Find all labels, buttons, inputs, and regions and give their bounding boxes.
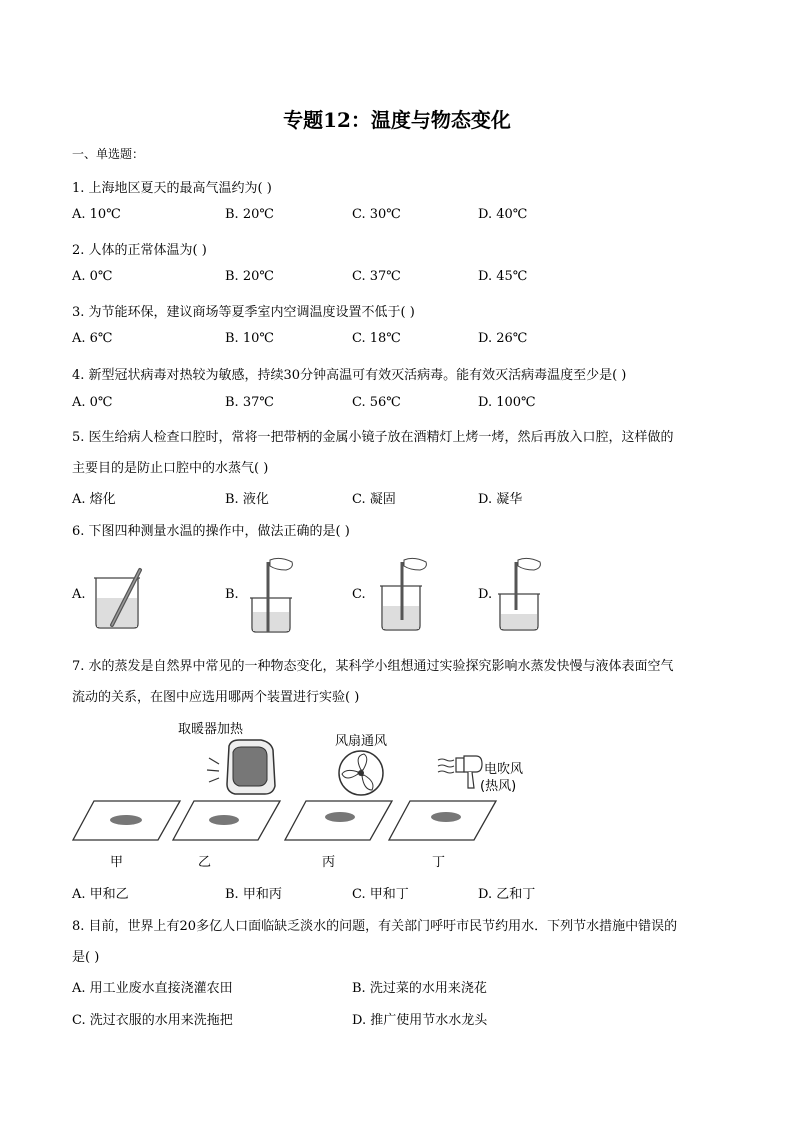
dryer-sublabel: (热风)	[480, 779, 517, 794]
q8-option-d[interactable]: D. 推广使用节水水龙头	[352, 1013, 488, 1028]
q8-option-b[interactable]: B. 洗过菜的水用来浇花	[352, 981, 487, 996]
q6-option-d[interactable]: D.	[478, 587, 493, 602]
q1-option-c[interactable]: C. 30℃	[352, 207, 401, 222]
panel-jia	[72, 800, 182, 842]
q1-option-a[interactable]: A. 10℃	[72, 207, 121, 222]
q5-option-b[interactable]: B. 液化	[225, 492, 269, 507]
question-7-stem-cont: 流动的关系，在图中应选用哪两个装置进行实验( )	[72, 690, 360, 705]
q3-option-d[interactable]: D. 26℃	[478, 331, 528, 346]
heater-label: 取暖器加热	[178, 722, 244, 737]
question-5-stem: 5. 医生给病人检查口腔时，常将一把带柄的金属小镜子放在酒精灯上烤一烤，然后再放入口腔，这样做的	[72, 430, 674, 445]
question-7-stem: 7. 水的蒸发是自然界中常见的一种物态变化，某科学小组想通过实验探究影响水蒸发快慢与液体表面空气	[72, 659, 674, 674]
question-6-stem: 6. 下图四种测量水温的操作中，做法正确的是( )	[72, 524, 350, 539]
q7-option-a[interactable]: A. 甲和乙	[72, 887, 129, 902]
beaker-d-figure	[492, 556, 552, 636]
q2-option-c[interactable]: C. 37℃	[352, 269, 401, 284]
q2-option-d[interactable]: D. 45℃	[478, 269, 528, 284]
question-3-stem: 3. 为节能环保，建议商场等夏季室内空调温度设置不低于( )	[72, 305, 415, 320]
q7-option-d[interactable]: D. 乙和丁	[478, 887, 536, 902]
q4-option-a[interactable]: A. 0℃	[72, 395, 113, 410]
q1-option-d[interactable]: D. 40℃	[478, 207, 528, 222]
beaker-c-figure	[372, 556, 432, 636]
beaker-b-figure	[240, 556, 300, 636]
fan-label: 风扇通风	[335, 734, 388, 749]
beaker-a-figure	[90, 564, 150, 634]
panel-bing	[284, 800, 394, 842]
q4-option-d[interactable]: D. 100℃	[478, 395, 536, 410]
q7-option-c[interactable]: C. 甲和丁	[352, 887, 409, 902]
q6-option-b[interactable]: B.	[225, 587, 239, 602]
q6-option-c[interactable]: C.	[352, 587, 366, 602]
heater-icon	[205, 738, 285, 798]
q7-option-b[interactable]: B. 甲和丙	[225, 887, 282, 902]
question-8-stem: 8. 目前，世界上有20多亿人口面临缺乏淡水的问题，有关部门呼吁市民节约用水．下列节水措施中错误的	[72, 919, 678, 934]
q2-option-b[interactable]: B. 20℃	[225, 269, 274, 284]
q3-option-b[interactable]: B. 10℃	[225, 331, 274, 346]
question-4-stem: 4. 新型冠状病毒对热较为敏感，持续30分钟高温可有效灭活病毒。能有效灭活病毒温度至少是( )	[72, 368, 627, 383]
fan-icon	[336, 748, 386, 798]
q8-option-a[interactable]: A. 用工业废水直接浇灌农田	[72, 981, 233, 996]
dryer-label: 电吹风	[484, 762, 524, 777]
question-5-stem-cont: 主要目的是防止口腔中的水蒸气( )	[72, 461, 269, 476]
panel-label-bing: 丙	[322, 855, 336, 870]
hair-dryer-icon	[436, 750, 486, 790]
q8-option-c[interactable]: C. 洗过衣服的水用来洗拖把	[72, 1013, 233, 1028]
panel-label-ding: 丁	[432, 855, 446, 870]
q5-option-d[interactable]: D. 凝华	[478, 492, 523, 507]
q3-option-a[interactable]: A. 6℃	[72, 331, 113, 346]
panel-ding	[388, 800, 498, 842]
panel-yi	[172, 800, 282, 842]
q6-option-a[interactable]: A.	[72, 587, 86, 602]
q2-option-a[interactable]: A. 0℃	[72, 269, 113, 284]
q5-option-c[interactable]: C. 凝固	[352, 492, 396, 507]
panel-label-yi: 乙	[198, 855, 212, 870]
q1-option-b[interactable]: B. 20℃	[225, 207, 274, 222]
q4-option-b[interactable]: B. 37℃	[225, 395, 274, 410]
q5-option-a[interactable]: A. 熔化	[72, 492, 116, 507]
question-1-stem: 1. 上海地区夏天的最高气温约为( )	[72, 181, 272, 196]
question-2-stem: 2. 人体的正常体温为( )	[72, 243, 207, 258]
q4-option-c[interactable]: C. 56℃	[352, 395, 401, 410]
panel-label-jia: 甲	[110, 855, 124, 870]
question-8-stem-cont: 是( )	[72, 950, 100, 965]
page-title: 专题12：温度与物态变化	[283, 108, 511, 132]
q3-option-c[interactable]: C. 18℃	[352, 331, 401, 346]
section-heading: 一、单选题：	[72, 147, 145, 161]
